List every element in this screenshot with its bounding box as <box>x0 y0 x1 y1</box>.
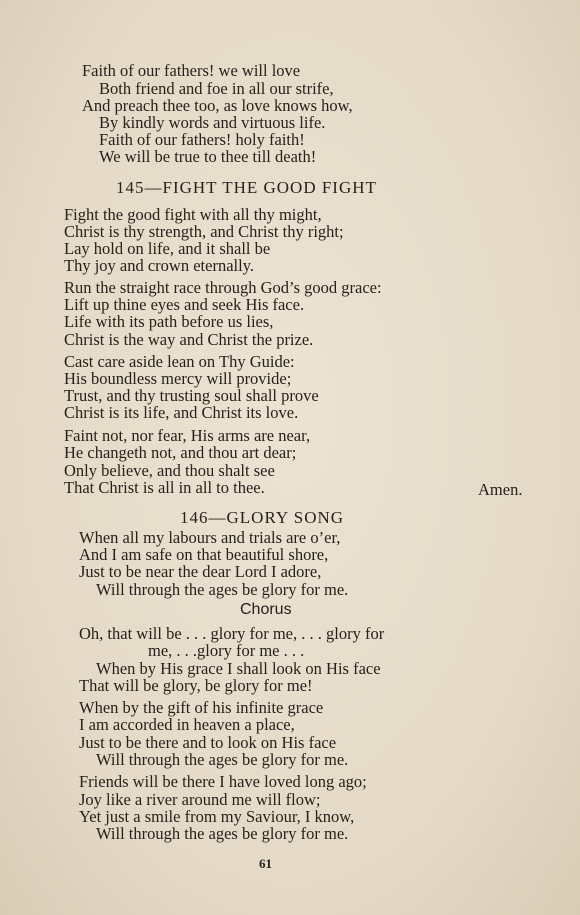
verse-line: Joy like a river around me will flow; <box>79 790 321 809</box>
chorus-line: When by His grace I shall look on His face <box>96 659 381 678</box>
hymn-title: 145—FIGHT THE GOOD FIGHT <box>116 178 377 197</box>
verse-line: When by the gift of his infinite grace <box>79 698 324 717</box>
verse-line: Just to be there and to look on His face <box>79 733 337 752</box>
verse-line: And I am safe on that beautiful shore, <box>79 545 329 564</box>
verse-line: Faith of our fathers! we will love <box>82 61 301 80</box>
chorus-label: Chorus <box>240 601 292 618</box>
verse-line: By kindly words and virtuous life. <box>99 113 326 132</box>
hymn-title: 146—GLORY SONG <box>180 508 345 527</box>
verse-line: Christ is the way and Christ the prize. <box>64 330 314 349</box>
verse-line: Trust, and thy trusting soul shall prove <box>64 386 319 405</box>
verse-line: Fight the good fight with all thy might, <box>64 205 322 224</box>
chorus-line: That will be glory, be glory for me! <box>79 676 313 695</box>
verse-line: Faith of our fathers! holy faith! <box>99 130 305 149</box>
verse-line: Only believe, and thou shalt see <box>64 461 275 480</box>
verse-line: I am accorded in heaven a place, <box>79 715 295 734</box>
verse-line: Run the straight race through God’s good grace: <box>64 278 382 297</box>
verse-line: His boundless mercy will provide; <box>64 369 292 388</box>
verse-line: Christ is thy strength, and Christ thy right; <box>64 222 344 241</box>
verse-line: Faint not, nor fear, His arms are near, <box>64 426 311 445</box>
verse-line: Friends will be there I have loved long ago; <box>79 772 367 791</box>
verse-line: Both friend and foe in all our strife, <box>99 79 334 98</box>
verse-line: And preach thee too, as love knows how, <box>82 96 353 115</box>
verse-line: Just to be near the dear Lord I adore, <box>79 562 322 581</box>
verse-line: Will through the ages be glory for me. <box>96 824 349 843</box>
verse-line: Cast care aside lean on Thy Guide: <box>64 352 295 371</box>
chorus-line: me, . . .glory for me . . . <box>148 641 305 660</box>
verse-line: Lay hold on life, and it shall be <box>64 239 271 258</box>
chorus-line: Oh, that will be . . . glory for me, . . . glory for <box>79 624 385 643</box>
verse-line: That Christ is all in all to thee. <box>64 478 265 497</box>
amen-text: Amen. <box>478 480 523 499</box>
verse-line: Lift up thine eyes and seek His face. <box>64 295 305 314</box>
verse-line: Will through the ages be glory for me. <box>96 750 349 769</box>
verse-line: Yet just a smile from my Saviour, I know, <box>79 807 355 826</box>
page-number: 61 <box>259 856 272 871</box>
verse-line: Christ is its life, and Christ its love. <box>64 403 299 422</box>
verse-line: Life with its path before us lies, <box>64 312 274 331</box>
verse-line: We will be true to thee till death! <box>99 147 317 166</box>
verse-line: He changeth not, and thou art dear; <box>64 443 297 462</box>
verse-line: Will through the ages be glory for me. <box>96 580 349 599</box>
verse-line: Thy joy and crown eternally. <box>64 256 254 275</box>
verse-line: When all my labours and trials are o’er, <box>79 528 341 547</box>
